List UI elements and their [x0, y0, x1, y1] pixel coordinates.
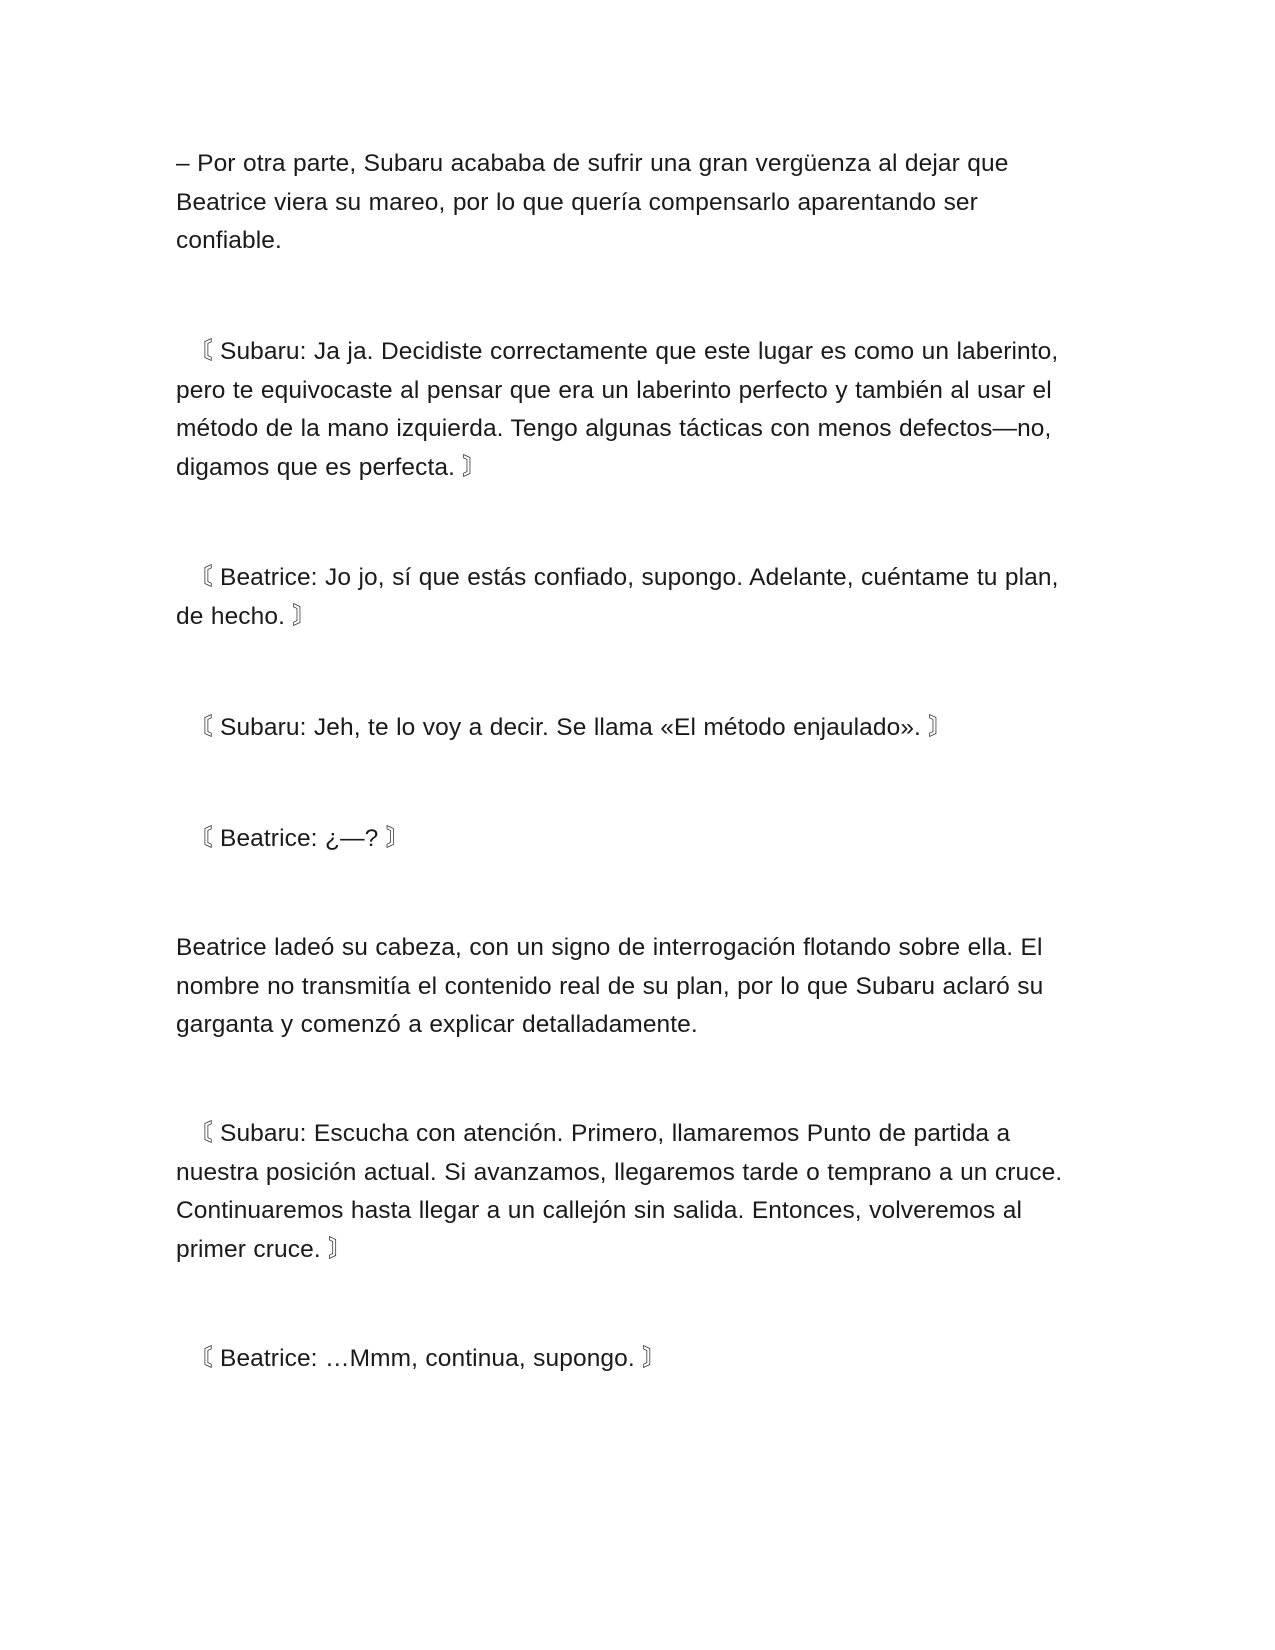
dialogue-subaru: 〘 Subaru: Escucha con atención. Primero, llamaremos Punto de partida a nuestra posición actual. Si avanzamos, llegaremos tarde o temprano a un cruce. Continuaremos hasta llegar a un callejón sin salida. Entonces, volveremos al primer cruce. 〙 — [176, 1120, 1063, 1263]
dialogue-beatrice: 〘 Beatrice: …Mmm, continua, supongo. 〙 — [188, 1345, 667, 1372]
dialogue-beatrice: 〘 Beatrice: Jo jo, sí que estás confiado, supongo. Adelante, cuéntame tu plan, de hecho. 〙 — [176, 564, 1059, 630]
narration-paragraph: – Por otra parte, Subaru acababa de sufrir una gran vergüenza al dejar que Beatrice viera su mareo, por lo que quería compensarlo aparentando ser confiable. — [176, 150, 1009, 254]
dialogue-subaru: 〘 Subaru: Jeh, te lo voy a decir. Se llama «El método enjaulado». 〙 — [188, 714, 953, 741]
dialogue-subaru: 〘 Subaru: Ja ja. Decidiste correctamente que este lugar es como un laberinto, pero te equivocaste al pensar que era un laberinto perfecto y también al usar el método de la mano izquierda. Tengo algunas tácticas con menos defectos—no, digamos que es perfecta. 〙 — [176, 338, 1059, 481]
narration-paragraph: Beatrice ladeó su cabeza, con un signo de interrogación flotando sobre ella. El nombre no transmitía el contenido real de su plan, por lo que Subaru aclaró su garganta y comenzó a explicar detalladamente. — [176, 934, 1044, 1038]
dialogue-beatrice: 〘 Beatrice: ¿—? 〙 — [188, 825, 411, 852]
